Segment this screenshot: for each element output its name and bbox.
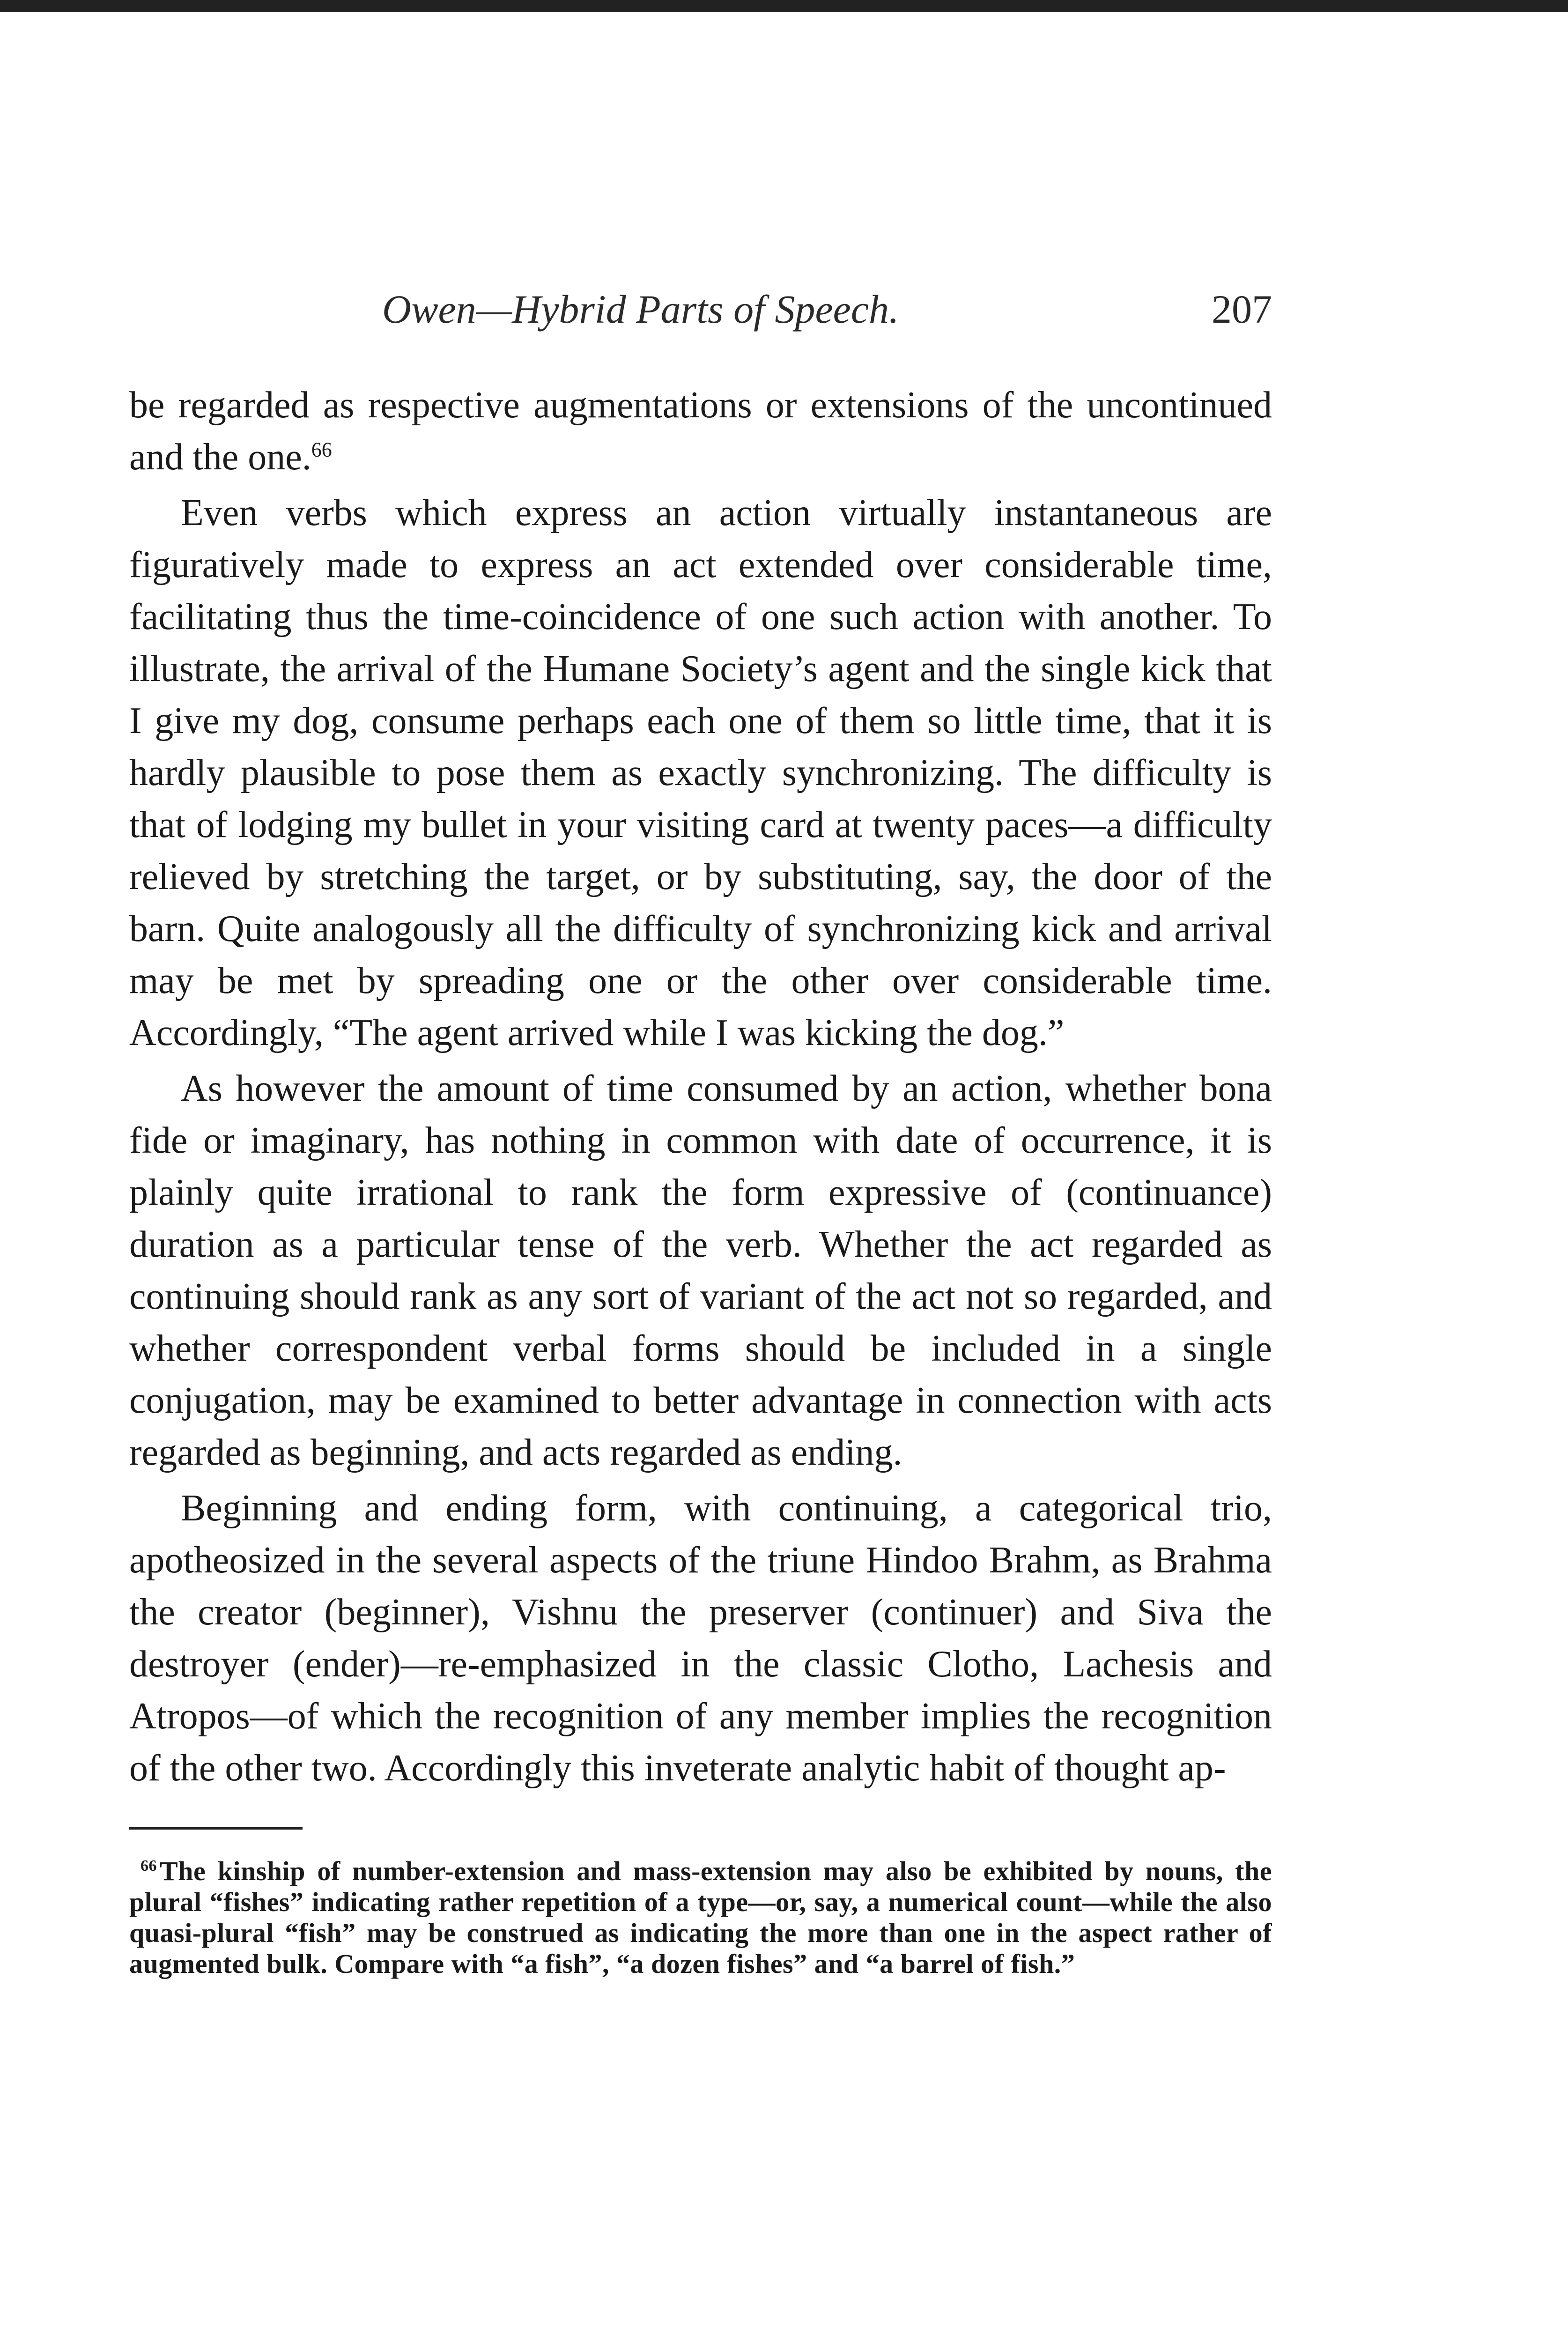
paragraph-1 (129, 379, 1272, 483)
paragraph-1-text: be regarded as respective augmentations or extensions of the uncontinued and the one. (129, 385, 1272, 478)
footnote-text: The kinship of number-extension and mass-extension may also be exhibited by nouns, the plural “fishes” indicating rather repetition of a type—or, say, a numerical count—while the also quasi-plural “fish” may be construed as indicating the more than one in the aspect rather of augmented bulk. Compare with “a fish”, “a dozen fishes” and “a barrel of fish.” (129, 1856, 1272, 1979)
footnote-66 (129, 1856, 1272, 1979)
body-text (129, 379, 1272, 1794)
running-title: Owen—Hybrid Parts of Speech. (382, 287, 899, 332)
page-content (129, 281, 1272, 1979)
paragraph-3: As however the amount of time consumed by an action, whether bona fide or imaginary, has nothing in common with date of occurrence, it is plainly quite irrational to rank the form expressive of (continuance) duration as a particular tense of the verb. Whether the act regarded as continuing should rank as any sort of variant of the act not so regarded, and whether correspondent verbal forms should be included in a single conjugation, may be examined to better advantage in connection with acts regarded as beginning, and acts regarded as ending. (129, 1068, 1272, 1473)
footnotes (129, 1856, 1272, 1979)
running-head (129, 281, 1272, 337)
footnote-separator (129, 1827, 303, 1830)
paragraph-4: Beginning and ending form, with continuing, a categorical trio, apotheosized in the several aspects of the triune Hindoo Brahm, as Brahma the creator (beginner), Vishnu the preserver (continuer) and Siva the destroyer (ender)—re-emphasized in the classic Clotho, Lachesis and Atropos—of which the recognition of any member implies the recognition of the other two. Accordingly this inveterate analytic habit of thought ap- (129, 1488, 1272, 1789)
page-number: 207 (1212, 287, 1272, 332)
footnote-reference: 66 (311, 438, 332, 461)
paragraph-2: Even verbs which express an action virtually instantaneous are figuratively made to express an act extended over considerable time, facilitating thus the time-coincidence of one such action with another. To illustrate, the arrival of the Humane Society’s agent and the single kick that I give my dog, consume perhaps each one of them so little time, that it is hardly plausible to pose them as exactly synchronizing. The difficulty is that of lodging my bullet in your visiting card at twenty paces—a difficulty relieved by stretching the target, or by substituting, say, the door of the barn. Quite analogously all the difficulty of synchronizing kick and arrival may be met by spreading one or the other over considerable time. Accordingly, “The agent arrived while I was kicking the dog.” (129, 492, 1272, 1053)
footnote-mark: 66 (141, 1857, 157, 1875)
top-edge-rule (0, 0, 1568, 12)
